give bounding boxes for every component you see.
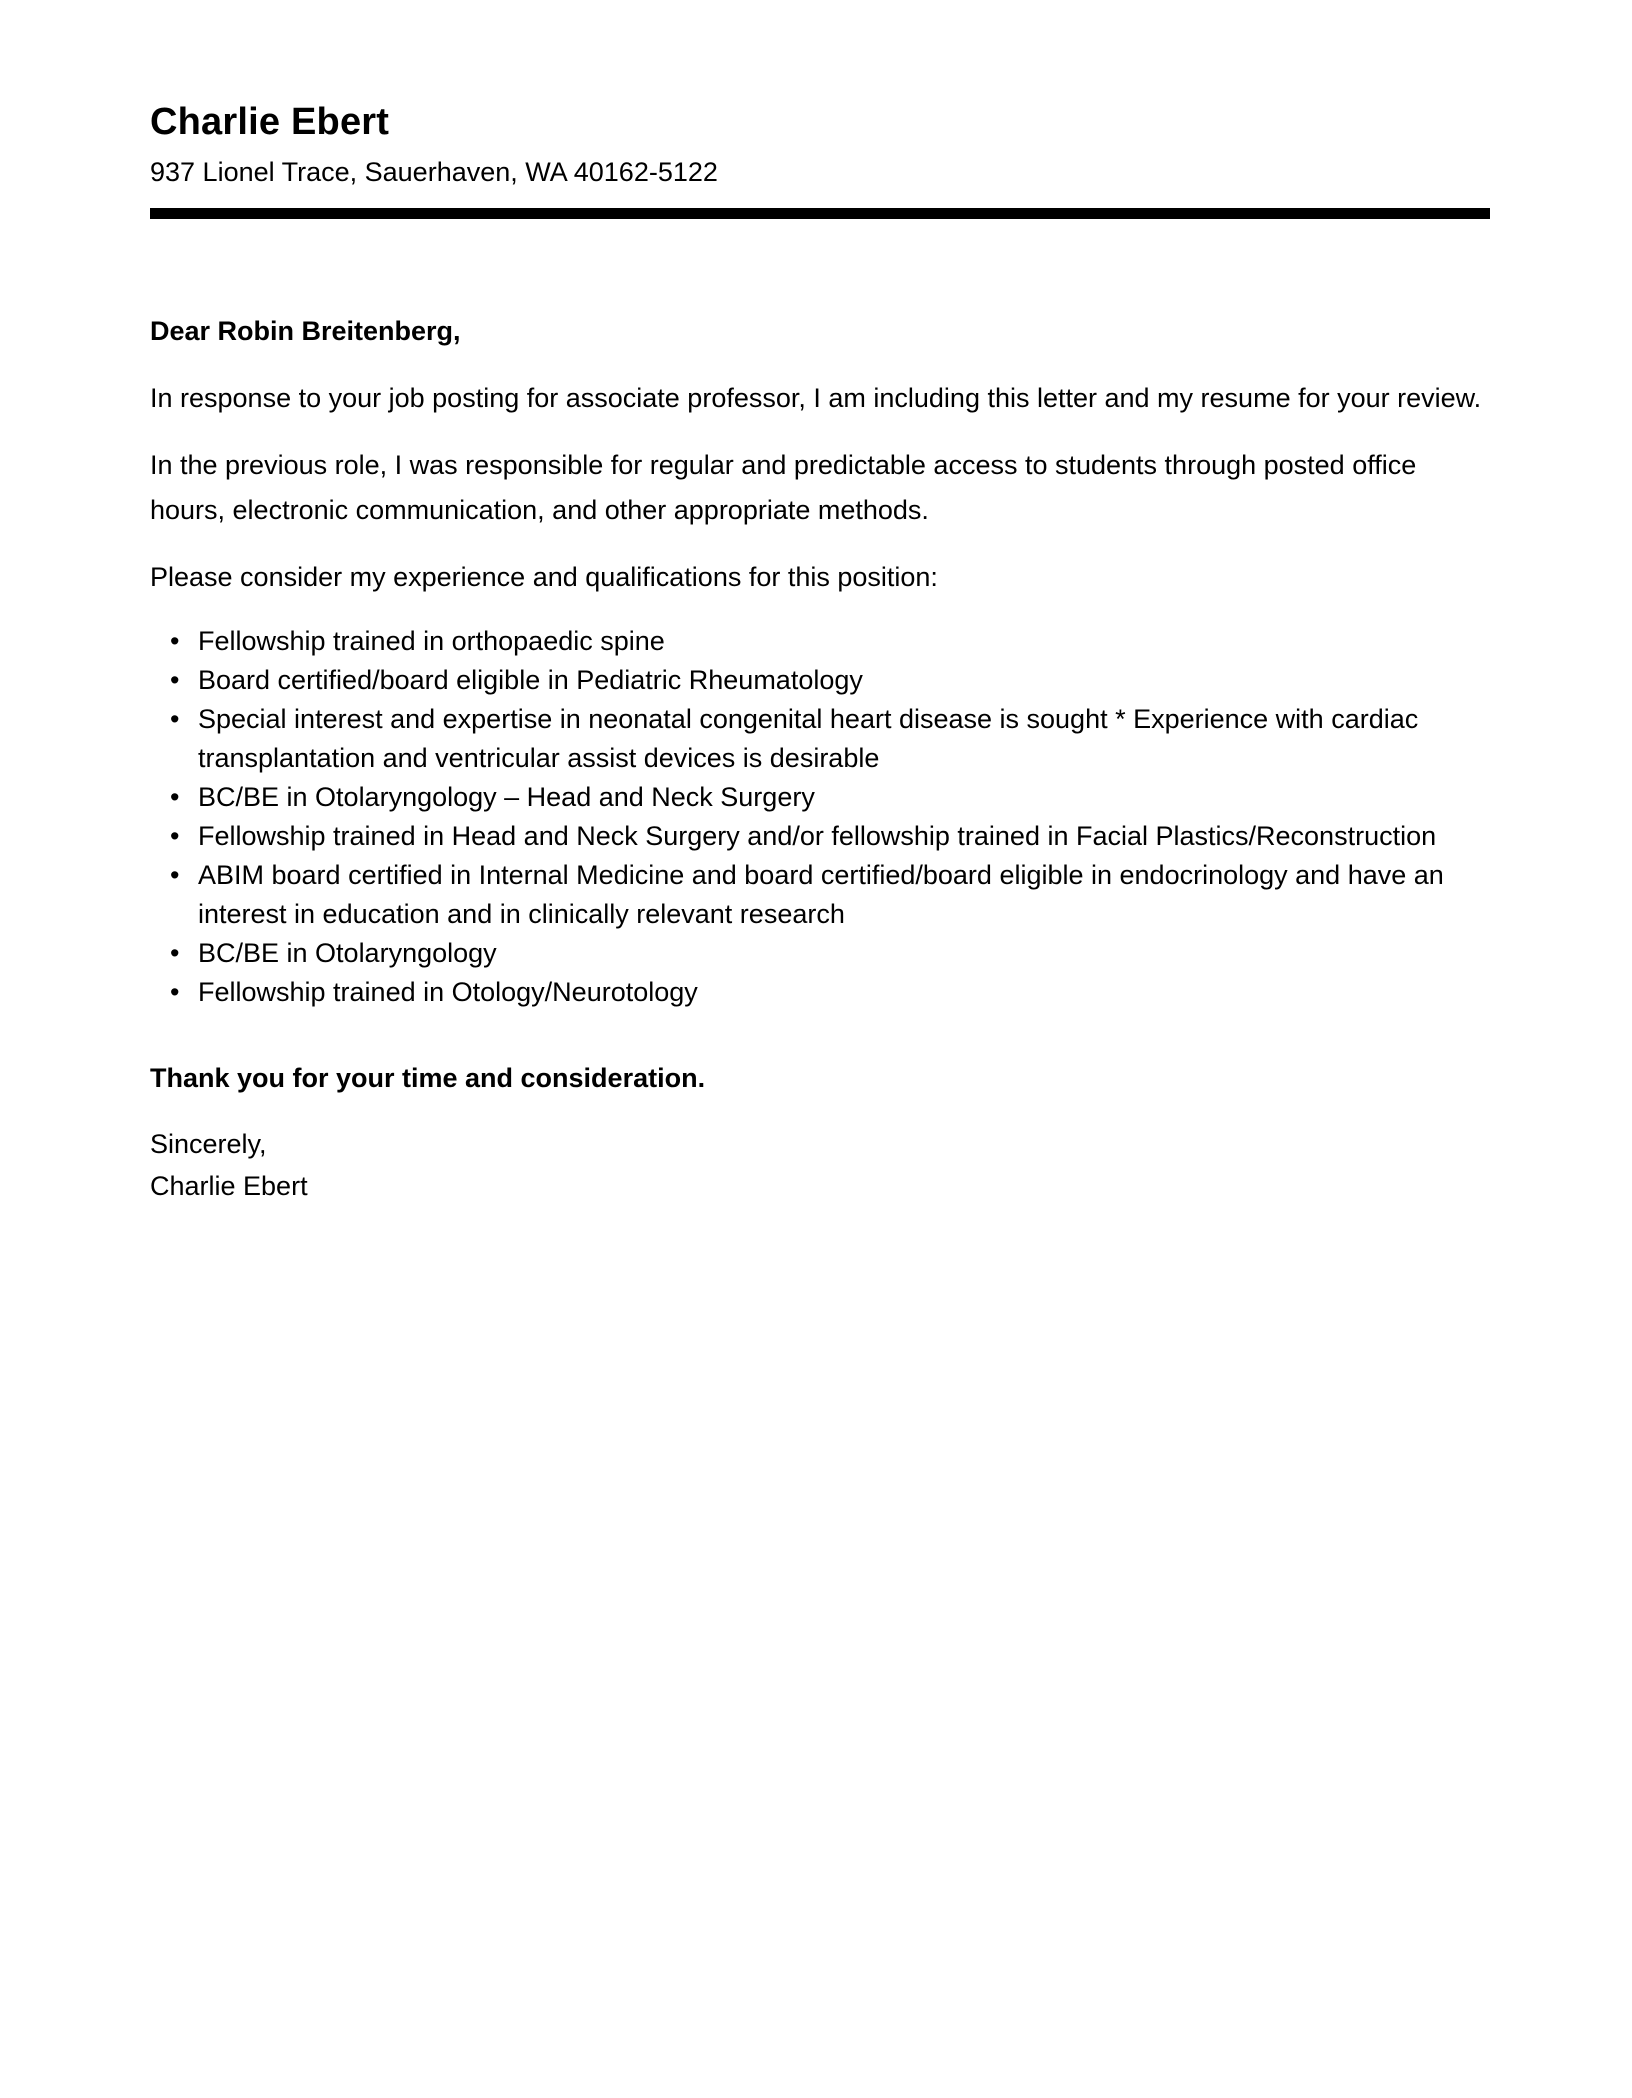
signature-name: Charlie Ebert	[150, 1171, 308, 1201]
list-item-text: ABIM board certified in Internal Medicine and board certified/board eligible in endocrinology and have an interest in education and in clinically relevant research	[198, 860, 1444, 929]
list-item	[150, 778, 1490, 817]
signoff: Sincerely,	[150, 1129, 267, 1159]
intro-paragraph: In response to your job posting for associate professor, I am including this letter and my resume for your review.	[150, 383, 1482, 413]
list-item	[150, 934, 1490, 973]
closing-line: Thank you for your time and consideration.	[150, 1063, 706, 1093]
bullet-icon: •	[170, 938, 180, 968]
list-item	[150, 661, 1490, 700]
experience-paragraph: In the previous role, I was responsible for regular and predictable access to students through posted office hours, electronic communication, and other appropriate methods.	[150, 450, 1417, 525]
letter-header	[150, 98, 1490, 219]
list-item-text: Board certified/board eligible in Pediatric Rheumatology	[198, 665, 863, 695]
list-item-text: BC/BE in Otolaryngology	[198, 938, 497, 968]
bullet-icon: •	[170, 860, 180, 890]
list-item	[150, 817, 1490, 856]
salutation: Dear Robin Breitenberg,	[150, 316, 461, 346]
list-item-text: Fellowship trained in orthopaedic spine	[198, 626, 665, 656]
list-item-text: Fellowship trained in Otology/Neurotology	[198, 977, 698, 1007]
bullet-icon: •	[170, 821, 180, 851]
list-item	[150, 856, 1490, 934]
letter-body	[150, 309, 1490, 1207]
list-item	[150, 973, 1490, 1012]
bullet-icon: •	[170, 626, 180, 656]
bullet-icon: •	[170, 782, 180, 812]
list-item-text: BC/BE in Otolaryngology – Head and Neck Surgery	[198, 782, 815, 812]
signature-block	[150, 1123, 1490, 1207]
list-item-text: Fellowship trained in Head and Neck Surgery and/or fellowship trained in Facial Plastics/Reconstruction	[198, 821, 1437, 851]
sender-name: Charlie Ebert	[150, 101, 390, 143]
header-divider-rule	[150, 208, 1490, 219]
qualifications-list	[150, 622, 1490, 1012]
bullet-icon: •	[170, 665, 180, 695]
bullet-icon: •	[170, 704, 180, 734]
list-item-text: Special interest and expertise in neonatal congenital heart disease is sought * Experience with cardiac transplantation and ventricular assist devices is desirable	[198, 704, 1419, 773]
sender-address: 937 Lionel Trace, Sauerhaven, WA 40162-5122	[150, 157, 718, 187]
list-item	[150, 700, 1490, 778]
list-item	[150, 622, 1490, 661]
bullet-icon: •	[170, 977, 180, 1007]
qualifications-intro: Please consider my experience and qualifications for this position:	[150, 562, 938, 592]
